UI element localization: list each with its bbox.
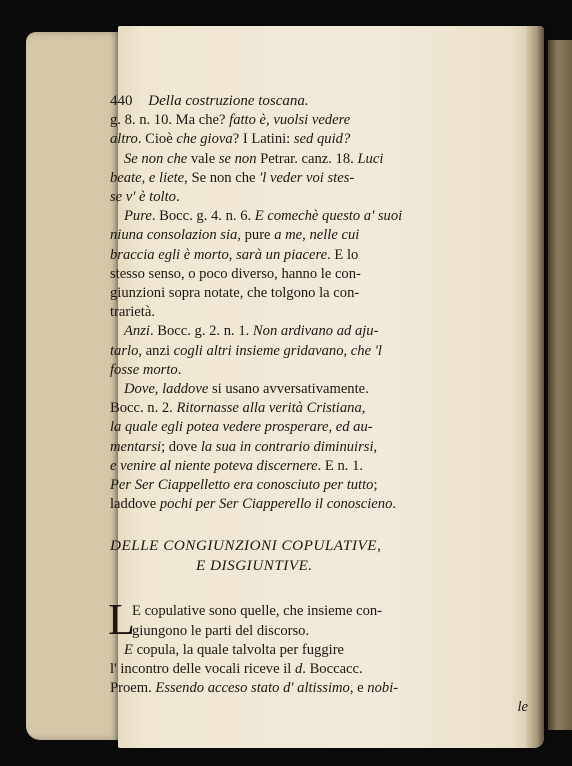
text-line: E copulative sono quelle, che insieme con- (132, 603, 383, 620)
text-segment: e liete (148, 169, 185, 186)
text-segment: , (141, 169, 149, 186)
running-header (110, 92, 528, 111)
text-segment: Luci (357, 150, 384, 167)
text-line (110, 169, 528, 188)
section-heading-line-2: E DISGIUNTIVE. (196, 557, 313, 575)
text-segment: . Boccacc. (302, 661, 363, 678)
text-segment: la sua in contrario diminuirsi (200, 438, 374, 455)
text-line (110, 399, 528, 418)
text-segment: fatto è, vuolsi vedere (229, 112, 351, 129)
text-segment: , (328, 419, 336, 436)
text-segment: Essendo acceso stato d' altissimo (155, 680, 350, 697)
text-line (110, 660, 528, 679)
section-lines (110, 641, 528, 699)
section-heading-line-1: DELLE CONGIUNZIONI COPULATIVE, (110, 537, 382, 555)
text-segment: Se non che (124, 150, 188, 167)
text-line (110, 207, 528, 226)
text-segment: E comechè questo a' suoi (254, 208, 403, 225)
text-segment: , Se non che (184, 169, 260, 186)
text-segment: braccia egli è morto (110, 246, 229, 263)
drop-capital: L (108, 595, 135, 645)
text-segment: g. 8. n. 10. Ma che? (110, 112, 230, 129)
text-segment: che 'l (350, 342, 382, 359)
text-segment: Bocc. n. 2. (110, 400, 177, 417)
text-line (110, 303, 528, 322)
text-segment: . (392, 496, 397, 513)
text-line (110, 188, 528, 207)
text-segment: pochi per Ser Ciapperello il conoscieno (159, 496, 393, 513)
text-segment: cogli altri insieme gridavano (173, 342, 344, 359)
text-segment: . (177, 361, 182, 378)
text-line (110, 380, 528, 399)
text-segment: ; (373, 477, 378, 494)
text-line (110, 438, 528, 457)
text-segment: nobi- (367, 680, 399, 697)
text-line (110, 495, 528, 514)
text-segment: Pure (124, 208, 152, 225)
text-line (110, 679, 528, 698)
text-segment: , pure (237, 227, 275, 244)
text-segment: Petrar. canz. 18. (256, 150, 358, 167)
text-segment: Non ardivano ad aju- (252, 323, 379, 340)
text-segment: . Bocc. g. 2. n. 1. (149, 323, 253, 340)
text-segment: a me (274, 227, 303, 244)
text-line (110, 418, 528, 437)
text-segment: , e (349, 680, 368, 697)
text-line (110, 226, 528, 245)
text-line (110, 361, 528, 380)
text-segment: sarà un piacere (236, 246, 328, 263)
text-segment: , (302, 227, 310, 244)
running-title: Della costruzione toscana. (148, 93, 309, 109)
text-segment: d (294, 661, 303, 678)
text-segment: ; dove (161, 438, 201, 455)
text-segment: ed au- (335, 419, 373, 436)
text-segment: sed quid? (293, 131, 351, 148)
text-segment: altro (110, 131, 138, 148)
text-segment: , (228, 246, 237, 263)
text-segment: , anzi (138, 342, 174, 359)
text-segment: laddove (110, 496, 160, 513)
text-segment: Dove (124, 381, 155, 398)
text-segment: . Bocc. g. 4. n. 6. (151, 208, 255, 225)
text-segment: Ritornasse alla verità Cristiana (176, 400, 362, 417)
body-lines (110, 111, 528, 514)
text-line: giungono le parti del discorso. (132, 622, 310, 639)
text-segment: , (361, 400, 366, 417)
text-segment: ? I Latini: (232, 131, 294, 148)
text-segment: niuna consolazion sia (110, 227, 238, 244)
text-line (110, 342, 528, 361)
text-segment: , (343, 342, 351, 359)
text-line (110, 284, 528, 303)
text-line (110, 641, 528, 660)
text-segment: la quale egli potea vedere prosperare (110, 419, 329, 436)
text-segment: copula, la quale talvolta per fuggire (132, 641, 345, 658)
initial-paragraph (108, 595, 528, 645)
section-heading (110, 536, 528, 576)
text-segment: Per Ser Ciappelletto era conosciuto per tutto (110, 477, 374, 494)
page-gutter (526, 26, 544, 748)
page-number: 440 (110, 93, 133, 109)
text-line (110, 130, 528, 149)
text-segment: , (154, 381, 163, 398)
text-segment: nelle cui (309, 227, 360, 244)
text-segment: vale (187, 150, 219, 167)
text-line (110, 150, 528, 169)
text-segment: giunzioni sopra notate, che tolgono la con- (110, 285, 360, 302)
text-segment: E (124, 641, 133, 658)
text-segment: . Cioè (137, 131, 177, 148)
text-segment: Anzi (124, 323, 150, 340)
text-segment: laddove (162, 381, 209, 398)
page-text (110, 92, 528, 718)
catchword: le (517, 699, 528, 716)
text-segment: se non (218, 150, 257, 167)
text-line (110, 111, 528, 130)
text-segment: . (175, 189, 180, 206)
text-segment: e venire al niente poteva discernere (110, 457, 318, 474)
text-line (110, 457, 528, 476)
text-segment: 'l veder voi stes- (259, 169, 355, 186)
text-segment: Proem. (110, 680, 156, 697)
text-line (110, 476, 528, 495)
text-segment: stesso senso, o poco diverso, hanno le con- (110, 265, 361, 282)
text-segment: tarlo (110, 342, 139, 359)
text-segment: . E lo (327, 246, 359, 263)
text-segment: mentarsi (110, 438, 162, 455)
text-segment: si usano avversativamente. (208, 381, 369, 398)
text-line (110, 246, 528, 265)
text-segment: , (373, 438, 378, 455)
text-segment: che giova (176, 131, 233, 148)
text-line (110, 265, 528, 284)
text-segment: l' incontro delle vocali riceve il (110, 661, 295, 678)
text-segment: fosse morto (110, 361, 178, 378)
text-segment: . E n. 1. (317, 457, 364, 474)
text-segment: trarietà. (110, 304, 155, 321)
facing-page-edge (548, 40, 572, 730)
text-line (110, 322, 528, 341)
text-segment: se v' è tolto (110, 189, 176, 206)
text-segment: beate (110, 169, 142, 186)
